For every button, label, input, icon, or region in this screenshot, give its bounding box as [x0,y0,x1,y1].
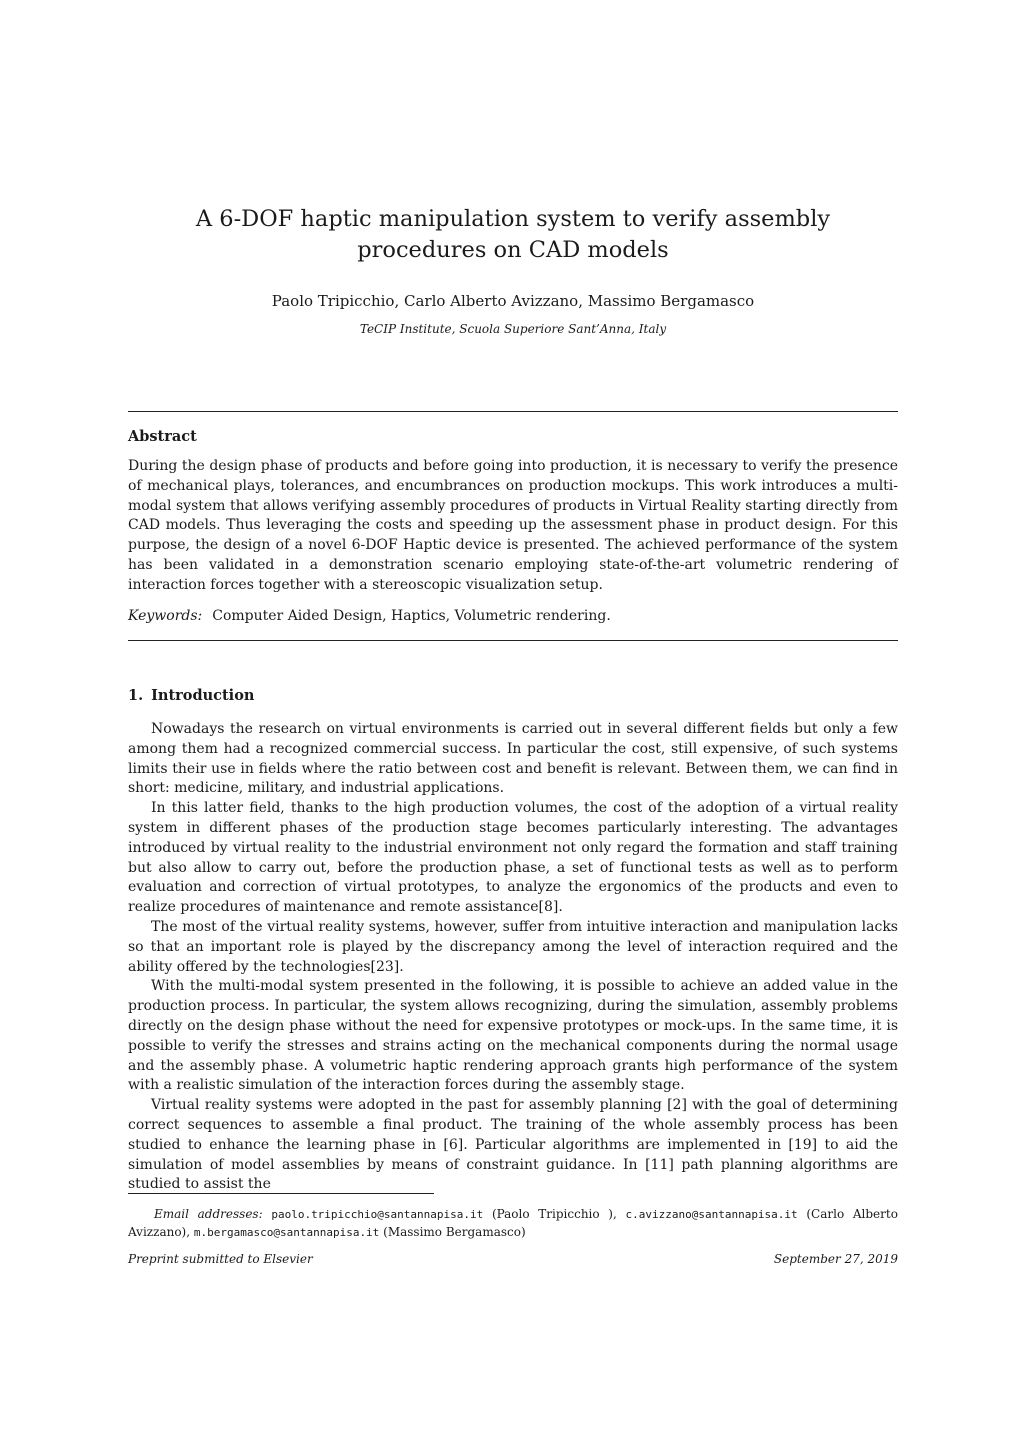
introduction-body [128,720,898,1195]
section-title: Introduction [151,687,255,704]
paragraph: In this latter field, thanks to the high production volumes, the cost of the adoption of a virtual reality system in different phases of the production stage becomes particularly interesting. The advantages introduced by virtual reality to the industrial environment not only regard the formation and staff training but also allow to carry out, before the production phase, a set of functional tests as well as to perform evaluation and correction of virtual prototypes, to analyze the ergonomics of the products and even to realize procedures of maintenance and remote assistance[8]. [128,800,898,916]
footer-submission: Preprint submitted to Elsevier [128,1252,313,1266]
email-owner: (Carlo Alberto Avizzano), [128,1207,898,1239]
top-rule [128,411,898,412]
keywords [128,606,898,626]
footnote-rule [128,1193,434,1194]
paragraph: With the multi-modal system presented in the following, it is possible to achieve an added value in the production process. In particular, the system allows recognizing, during the simulation, assembly problems directly on the design phase without the need for expensive prototypes or mock-ups. In the same time, it is possible to verify the stresses and strains acting on the mechanical components during the normal usage and the assembly phase. A volumetric haptic rendering approach grants high performance of the system with a realistic simulation of the interaction forces during the assembly stage. [128,978,898,1094]
section-number: 1. [128,687,144,704]
email-owner: (Massimo Bergamasco) [383,1224,526,1239]
keywords-list: Computer Aided Design, Haptics, Volumetric rendering. [212,608,611,624]
keywords-label: Keywords: [128,608,203,624]
paragraph: Virtual reality systems were adopted in the past for assembly planning [2] with the goal of determining correct sequences to assemble a final product. The training of the whole assembly process has been studied to enhance the learning phase in [6]. Particular algorithms are implemented in [19] to aid the simulation of model assemblies by means of constraint guidance. In [11] path planning algorithms are studied to assist the [128,1097,898,1193]
email-owner: (Paolo Tripicchio ), [491,1207,617,1221]
paragraph: The most of the virtual reality systems, however, suffer from intuitive interaction and manipulation lacks so that an important role is played by the discrepancy among the level of interaction required and the ability offered by the technologies[23]. [128,918,898,975]
footnote-label: Email addresses: [154,1207,263,1221]
paragraph: Nowadays the research on virtual environments is carried out in several different fields but only a few among them had a recognized commercial success. In particular the cost, still expensive, of such systems limits their use in fields where the ratio between cost and benefit is relevant. Between them, we can find in short: medicine, military, and industrial applications. [128,721,898,797]
section-heading-introduction [128,687,254,704]
author-list: Paolo Tripicchio, Carlo Alberto Avizzano, Massimo Bergamasco [271,292,755,310]
abstract-heading: Abstract [128,428,197,445]
email-link[interactable]: paolo.tripicchio@santannapisa.it [271,1208,484,1221]
affiliation: TeCIP Institute, Scuola Superiore Sant’Anna, Italy [359,322,667,336]
abstract-text: During the design phase of products and before going into production, it is necessary to verify the presence of mechanical plays, tolerances, and encumbrances on production mockups. This work introduces a multi-modal system that allows verifying assembly procedures of products in Virtual Reality starting directly from CAD models. Thus leveraging the costs and speeding up the assessment phase in product design. For this purpose, the design of a novel 6-DOF Haptic device is presented. The achieved performance of the system has been validated in a demonstration scenario employing state-of-the-art volumetric rendering of interaction forces together with a stereoscopic visualization setup. [128,458,898,593]
bottom-rule [128,640,898,641]
email-link[interactable]: c.avizzano@santannapisa.it [625,1208,798,1221]
email-link[interactable]: m.bergamasco@santannapisa.it [193,1225,380,1239]
paper-title: A 6-DOF haptic manipulation system to verify assembly procedures on CAD models [195,206,831,263]
footnote-emails [128,1206,898,1241]
footer-date: September 27, 2019 [773,1252,898,1266]
